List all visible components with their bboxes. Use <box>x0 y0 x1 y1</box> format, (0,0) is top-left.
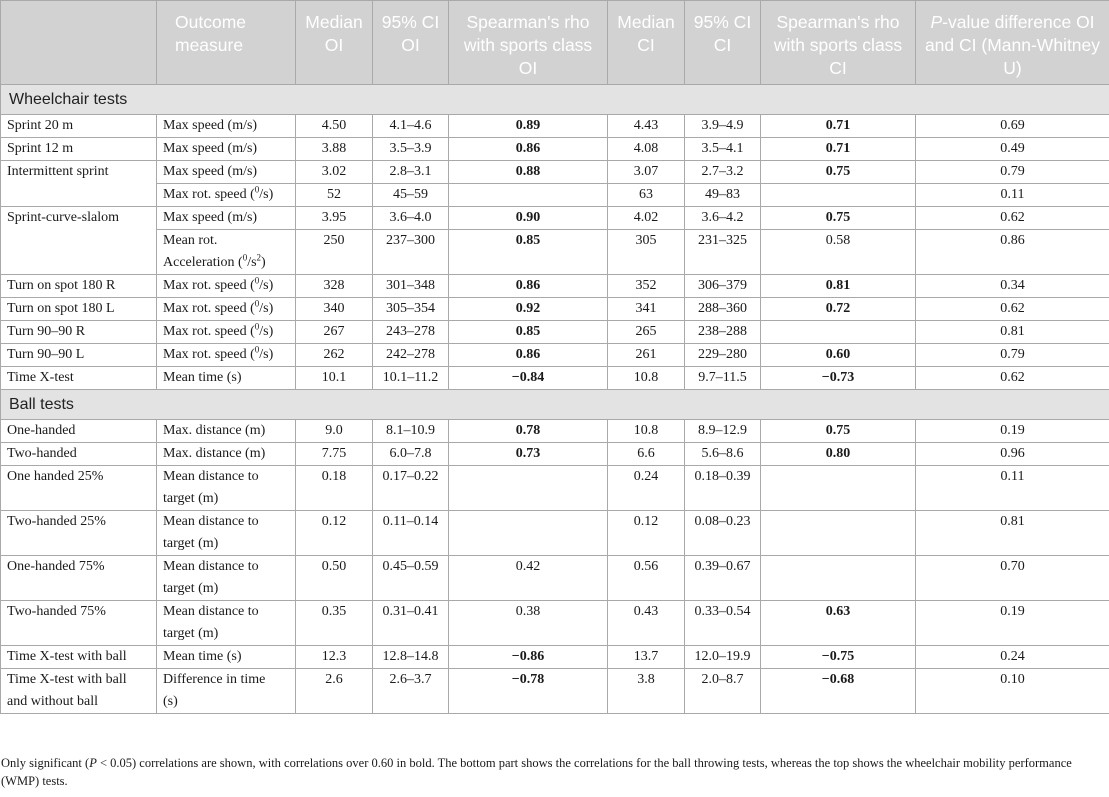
header-rho-oi: Spearman's rho with sports class OI <box>449 1 608 85</box>
median-oi: 52 <box>296 184 373 207</box>
median-ci: 4.43 <box>608 115 685 138</box>
ci95-ci: 5.6–8.6 <box>685 443 761 466</box>
median-ci: 341 <box>608 298 685 321</box>
median-oi: 0.18 <box>296 466 373 511</box>
rho-ci: 0.63 <box>761 601 916 646</box>
median-oi: 7.75 <box>296 443 373 466</box>
outcome-text: Mean distance to <box>163 604 259 619</box>
median-ci: 0.56 <box>608 556 685 601</box>
table-row <box>1 184 1109 207</box>
median-oi: 10.1 <box>296 367 373 390</box>
outcome-measure: Max. distance (m) <box>157 420 296 443</box>
p-value: 0.62 <box>916 298 1109 321</box>
rho-oi: 0.86 <box>449 138 608 161</box>
test-text: Time X-test with ball <box>7 672 127 687</box>
rho-ci: −0.73 <box>761 367 916 390</box>
test-name: Time X-test <box>1 367 157 390</box>
median-oi: 3.02 <box>296 161 373 184</box>
section-title-wheelchair: Wheelchair tests <box>1 85 1109 115</box>
median-oi: 0.35 <box>296 601 373 646</box>
ci95-oi: 242–278 <box>373 344 449 367</box>
ci95-oi: 12.8–14.8 <box>373 646 449 669</box>
test-name: Turn on spot 180 L <box>1 298 157 321</box>
outcome-text: Max rot. speed ( <box>163 347 255 362</box>
test-name: Intermittent sprint <box>1 161 157 207</box>
outcome-text: Acceleration ( <box>163 255 243 270</box>
outcome-text: (s) <box>163 694 178 709</box>
outcome-sup: 0 <box>242 252 248 263</box>
median-ci: 4.02 <box>608 207 685 230</box>
rho-ci: 0.72 <box>761 298 916 321</box>
p-value: 0.86 <box>916 230 1109 275</box>
test-name: Two-handed 75% <box>1 601 157 646</box>
median-oi: 340 <box>296 298 373 321</box>
header-p-italic: P <box>930 12 943 32</box>
median-ci: 3.8 <box>608 669 685 714</box>
median-ci: 63 <box>608 184 685 207</box>
rho-oi: 0.86 <box>449 344 608 367</box>
outcome-text: Mean distance to <box>163 469 259 484</box>
rho-oi: −0.78 <box>449 669 608 714</box>
ci95-ci: 49–83 <box>685 184 761 207</box>
ci95-ci: 306–379 <box>685 275 761 298</box>
header-median-ci: Median CI <box>608 1 685 85</box>
ci95-oi: 2.6–3.7 <box>373 669 449 714</box>
table-row <box>1 443 1109 466</box>
rho-oi: 0.73 <box>449 443 608 466</box>
rho-ci <box>761 184 916 207</box>
rho-oi: 0.88 <box>449 161 608 184</box>
table-row <box>1 646 1109 669</box>
table-row <box>1 344 1109 367</box>
median-ci: 261 <box>608 344 685 367</box>
median-ci: 4.08 <box>608 138 685 161</box>
table-row <box>1 601 1109 646</box>
outcome-text: target (m) <box>163 536 219 551</box>
rho-ci <box>761 511 916 556</box>
outcome-text: Mean distance to <box>163 559 259 574</box>
outcome-measure: Mean time (s) <box>157 646 296 669</box>
footnote-text: Only significant ( <box>1 756 90 770</box>
median-ci: 13.7 <box>608 646 685 669</box>
table-row <box>1 275 1109 298</box>
rho-oi: 0.86 <box>449 275 608 298</box>
ci95-ci: 288–360 <box>685 298 761 321</box>
ci95-ci: 0.33–0.54 <box>685 601 761 646</box>
table-row <box>1 420 1109 443</box>
outcome-text: /s) <box>259 301 274 316</box>
rho-oi <box>449 511 608 556</box>
ci95-oi: 0.31–0.41 <box>373 601 449 646</box>
median-ci: 10.8 <box>608 420 685 443</box>
rho-oi: 0.78 <box>449 420 608 443</box>
header-ci95-ci: 95% CI CI <box>685 1 761 85</box>
median-oi: 267 <box>296 321 373 344</box>
header-row <box>1 1 1109 85</box>
p-value: 0.34 <box>916 275 1109 298</box>
ci95-oi: 237–300 <box>373 230 449 275</box>
rho-ci: 0.71 <box>761 115 916 138</box>
ci95-ci: 231–325 <box>685 230 761 275</box>
ci95-oi: 8.1–10.9 <box>373 420 449 443</box>
outcome-text: Mean distance to <box>163 514 259 529</box>
median-oi: 0.50 <box>296 556 373 601</box>
ci95-oi: 10.1–11.2 <box>373 367 449 390</box>
ci95-oi: 301–348 <box>373 275 449 298</box>
footnote-p-italic: P <box>89 756 97 770</box>
header-p-rest: -value difference OI and CI (Mann-Whitney U) <box>924 12 1101 78</box>
ci95-ci: 12.0–19.9 <box>685 646 761 669</box>
ci95-oi: 0.17–0.22 <box>373 466 449 511</box>
rho-oi: 0.38 <box>449 601 608 646</box>
rho-ci: 0.80 <box>761 443 916 466</box>
outcome-measure <box>157 344 296 367</box>
section-title-ball: Ball tests <box>1 390 1109 420</box>
p-value: 0.62 <box>916 367 1109 390</box>
ci95-ci: 229–280 <box>685 344 761 367</box>
median-ci: 352 <box>608 275 685 298</box>
median-ci: 0.12 <box>608 511 685 556</box>
test-name: Two-handed <box>1 443 157 466</box>
median-ci: 3.07 <box>608 161 685 184</box>
ci95-oi: 243–278 <box>373 321 449 344</box>
test-name: Sprint-curve-slalom <box>1 207 157 275</box>
test-name: Turn 90–90 R <box>1 321 157 344</box>
outcome-text: Difference in time <box>163 672 266 687</box>
ci95-ci: 3.9–4.9 <box>685 115 761 138</box>
outcome-measure: Max speed (m/s) <box>157 161 296 184</box>
outcome-text: Mean rot. <box>163 233 218 248</box>
rho-oi: 0.92 <box>449 298 608 321</box>
p-value: 0.19 <box>916 601 1109 646</box>
rho-ci: 0.75 <box>761 420 916 443</box>
outcome-sup: 0 <box>254 321 260 332</box>
median-ci: 305 <box>608 230 685 275</box>
outcome-text: /s <box>247 255 257 270</box>
table-row <box>1 556 1109 601</box>
median-ci: 265 <box>608 321 685 344</box>
outcome-measure: Mean time (s) <box>157 367 296 390</box>
table-row <box>1 207 1109 230</box>
outcome-sup: 0 <box>254 184 260 195</box>
outcome-measure <box>157 511 296 556</box>
ci95-ci: 238–288 <box>685 321 761 344</box>
median-oi: 9.0 <box>296 420 373 443</box>
rho-oi: 0.90 <box>449 207 608 230</box>
ci95-oi: 3.6–4.0 <box>373 207 449 230</box>
outcome-text: /s) <box>259 347 274 362</box>
ci95-oi: 305–354 <box>373 298 449 321</box>
p-value: 0.81 <box>916 511 1109 556</box>
section-row-ball <box>1 390 1109 420</box>
table-row <box>1 511 1109 556</box>
outcome-text: Max rot. speed ( <box>163 278 255 293</box>
outcome-sup: 0 <box>254 298 260 309</box>
ci95-ci: 0.18–0.39 <box>685 466 761 511</box>
p-value: 0.69 <box>916 115 1109 138</box>
rho-ci: −0.75 <box>761 646 916 669</box>
median-ci: 6.6 <box>608 443 685 466</box>
table-row <box>1 298 1109 321</box>
median-ci: 10.8 <box>608 367 685 390</box>
test-name: Turn 90–90 L <box>1 344 157 367</box>
table-row <box>1 669 1109 714</box>
table-footnote <box>1 754 1101 790</box>
outcome-sup: 0 <box>254 275 260 286</box>
outcome-measure <box>157 275 296 298</box>
table-row <box>1 161 1109 184</box>
median-oi: 2.6 <box>296 669 373 714</box>
rho-ci: 0.75 <box>761 207 916 230</box>
test-name: One-handed 75% <box>1 556 157 601</box>
median-oi: 328 <box>296 275 373 298</box>
rho-oi <box>449 184 608 207</box>
rho-ci: 0.71 <box>761 138 916 161</box>
outcome-text: target (m) <box>163 581 219 596</box>
table-row <box>1 138 1109 161</box>
section-row-wheelchair <box>1 85 1109 115</box>
ci95-ci: 2.0–8.7 <box>685 669 761 714</box>
rho-ci: 0.60 <box>761 344 916 367</box>
table-row <box>1 321 1109 344</box>
test-text: and without ball <box>7 694 98 709</box>
median-oi: 0.12 <box>296 511 373 556</box>
test-name: Turn on spot 180 R <box>1 275 157 298</box>
rho-oi: 0.89 <box>449 115 608 138</box>
rho-ci <box>761 321 916 344</box>
p-value: 0.24 <box>916 646 1109 669</box>
p-value: 0.11 <box>916 184 1109 207</box>
outcome-sup: 2 <box>256 252 262 263</box>
median-oi: 250 <box>296 230 373 275</box>
test-name: Sprint 20 m <box>1 115 157 138</box>
p-value: 0.49 <box>916 138 1109 161</box>
outcome-sup: 0 <box>254 344 260 355</box>
outcome-measure: Max speed (m/s) <box>157 138 296 161</box>
rho-oi: 0.85 <box>449 321 608 344</box>
outcome-text: /s) <box>259 187 274 202</box>
table-row <box>1 230 1109 275</box>
ci95-oi: 2.8–3.1 <box>373 161 449 184</box>
p-value: 0.19 <box>916 420 1109 443</box>
outcome-text: Max rot. speed ( <box>163 324 255 339</box>
outcome-text: target (m) <box>163 626 219 641</box>
rho-oi: −0.84 <box>449 367 608 390</box>
p-value: 0.62 <box>916 207 1109 230</box>
outcome-measure <box>157 184 296 207</box>
footnote-text: < 0.05) correlations are shown, with correlations over 0.60 in bold. The bottom part shows the correlations for the ball throwing tests, whereas the top shows the wheelchair mobility performance (WMP) tests. <box>1 756 1072 788</box>
ci95-ci: 8.9–12.9 <box>685 420 761 443</box>
outcome-measure <box>157 321 296 344</box>
outcome-measure: Max. distance (m) <box>157 443 296 466</box>
outcome-text: ) <box>261 255 266 270</box>
median-oi: 3.88 <box>296 138 373 161</box>
rho-ci: 0.58 <box>761 230 916 275</box>
median-oi: 12.3 <box>296 646 373 669</box>
outcome-measure <box>157 466 296 511</box>
rho-oi <box>449 466 608 511</box>
ci95-ci: 0.39–0.67 <box>685 556 761 601</box>
outcome-measure: Max speed (m/s) <box>157 207 296 230</box>
header-p-value <box>916 1 1109 85</box>
test-name: One handed 25% <box>1 466 157 511</box>
header-ci95-oi: 95% CI OI <box>373 1 449 85</box>
rho-ci: 0.75 <box>761 161 916 184</box>
outcome-measure <box>157 298 296 321</box>
table-row <box>1 367 1109 390</box>
p-value: 0.79 <box>916 161 1109 184</box>
rho-ci <box>761 556 916 601</box>
table-row <box>1 466 1109 511</box>
header-outcome-measure: Outcome measure <box>157 1 296 85</box>
ci95-oi: 6.0–7.8 <box>373 443 449 466</box>
rho-ci: 0.81 <box>761 275 916 298</box>
median-oi: 3.95 <box>296 207 373 230</box>
ci95-oi: 45–59 <box>373 184 449 207</box>
p-value: 0.79 <box>916 344 1109 367</box>
rho-ci <box>761 466 916 511</box>
ci95-oi: 0.45–0.59 <box>373 556 449 601</box>
ci95-oi: 4.1–4.6 <box>373 115 449 138</box>
p-value: 0.70 <box>916 556 1109 601</box>
test-name: Time X-test with ball <box>1 646 157 669</box>
rho-oi: 0.42 <box>449 556 608 601</box>
rho-oi: −0.86 <box>449 646 608 669</box>
p-value: 0.81 <box>916 321 1109 344</box>
test-name: Sprint 12 m <box>1 138 157 161</box>
rho-ci: −0.68 <box>761 669 916 714</box>
outcome-measure <box>157 601 296 646</box>
outcome-text: Max rot. speed ( <box>163 187 255 202</box>
ci95-ci: 0.08–0.23 <box>685 511 761 556</box>
outcome-text: /s) <box>259 278 274 293</box>
p-value: 0.11 <box>916 466 1109 511</box>
outcome-measure: Max speed (m/s) <box>157 115 296 138</box>
median-ci: 0.24 <box>608 466 685 511</box>
ci95-ci: 2.7–3.2 <box>685 161 761 184</box>
outcome-measure <box>157 669 296 714</box>
outcome-text: /s) <box>259 324 274 339</box>
test-name <box>1 669 157 714</box>
header-test <box>1 1 157 85</box>
outcome-measure <box>157 230 296 275</box>
median-oi: 262 <box>296 344 373 367</box>
ci95-oi: 3.5–3.9 <box>373 138 449 161</box>
header-median-oi: Median OI <box>296 1 373 85</box>
test-name: One-handed <box>1 420 157 443</box>
rho-oi: 0.85 <box>449 230 608 275</box>
ci95-ci: 3.6–4.2 <box>685 207 761 230</box>
median-ci: 0.43 <box>608 601 685 646</box>
median-oi: 4.50 <box>296 115 373 138</box>
header-rho-ci: Spearman's rho with sports class CI <box>761 1 916 85</box>
p-value: 0.10 <box>916 669 1109 714</box>
table-row <box>1 115 1109 138</box>
ci95-ci: 9.7–11.5 <box>685 367 761 390</box>
ci95-oi: 0.11–0.14 <box>373 511 449 556</box>
test-name: Two-handed 25% <box>1 511 157 556</box>
outcome-text: Max rot. speed ( <box>163 301 255 316</box>
ci95-ci: 3.5–4.1 <box>685 138 761 161</box>
outcome-measure <box>157 556 296 601</box>
outcome-text: target (m) <box>163 491 219 506</box>
p-value: 0.96 <box>916 443 1109 466</box>
